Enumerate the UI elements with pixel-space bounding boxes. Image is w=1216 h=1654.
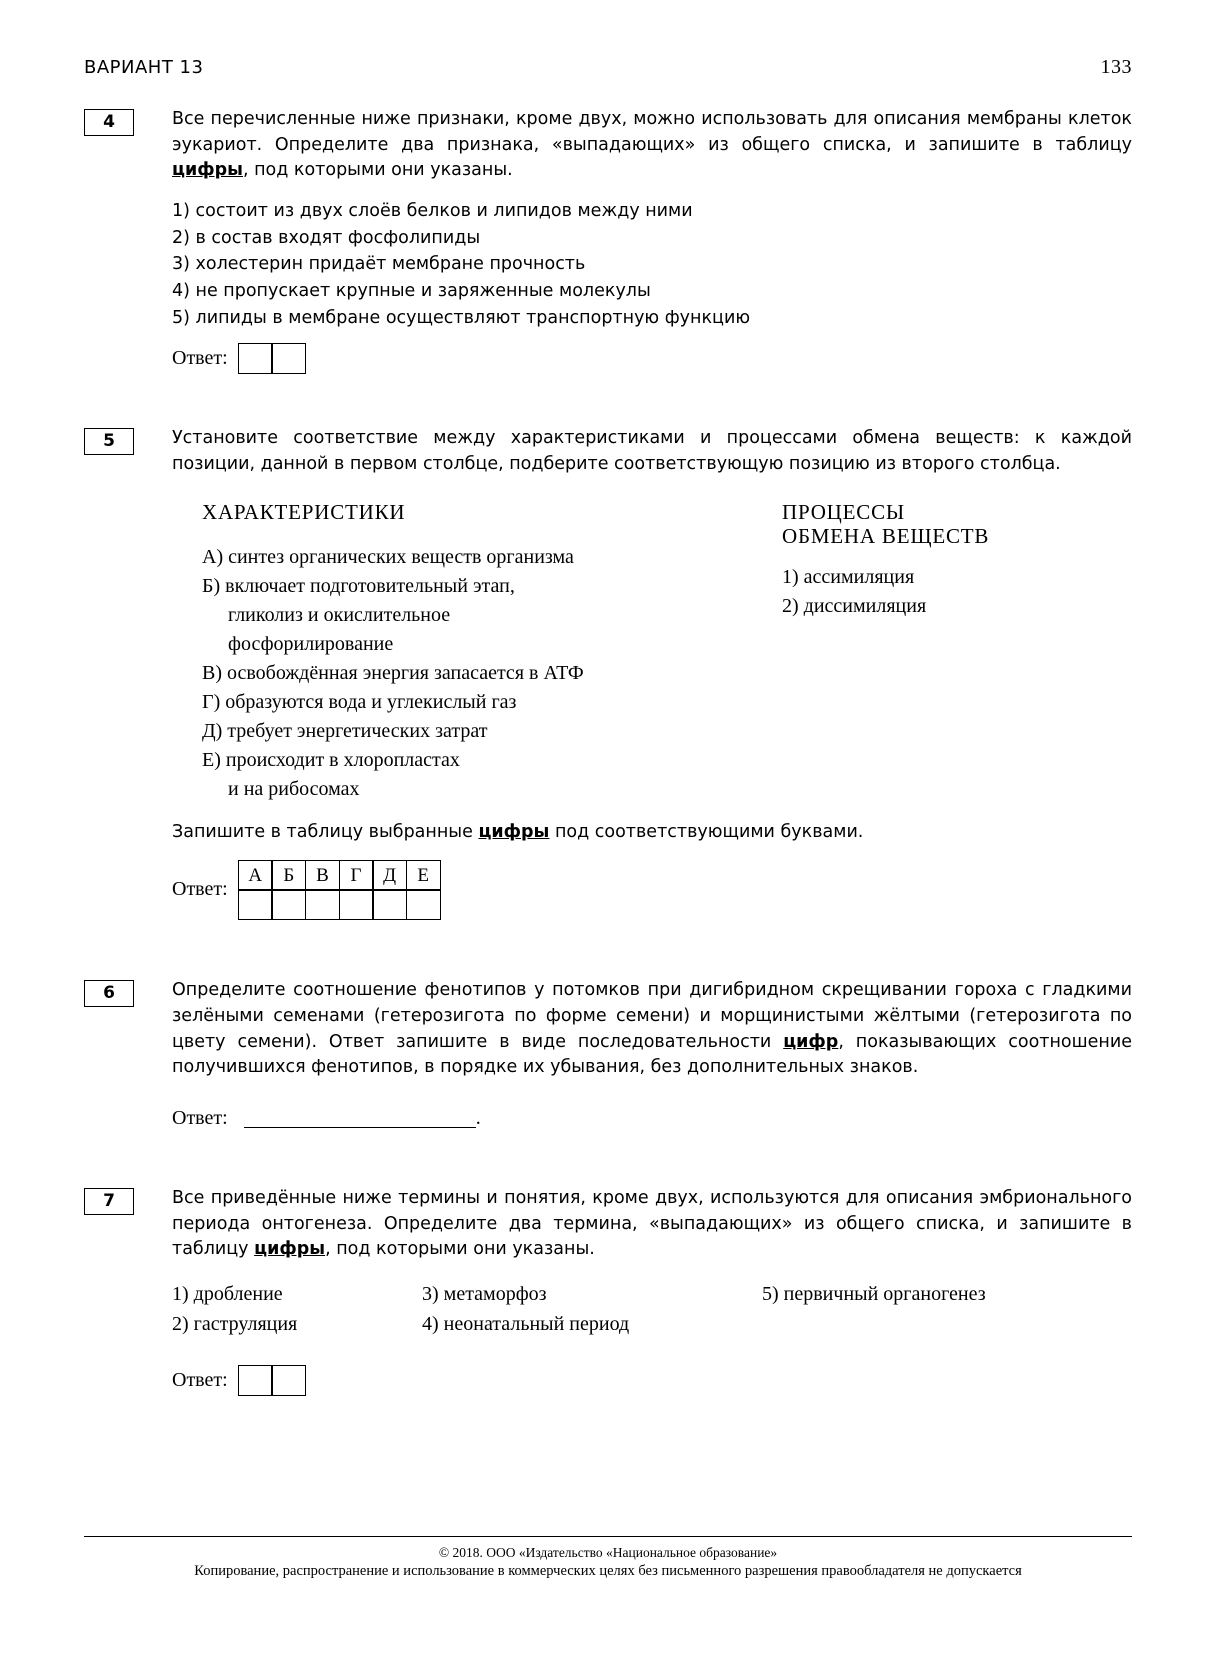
task-body (172, 426, 1132, 920)
answer-cell[interactable] (271, 1365, 306, 1396)
list-item (202, 572, 772, 659)
list-item (202, 543, 772, 572)
list-item: 1) ассимиляция (782, 566, 915, 589)
list-item: 1) состоит из двух слоёв белков и липидов между ними (172, 201, 693, 222)
characteristic-text: А) синтез органических веществ организма (202, 545, 574, 568)
list-item: 5) липиды в мембране осуществляют транспортную функцию (172, 307, 751, 328)
answer-cell[interactable] (406, 889, 441, 920)
task-6-stem-bold: цифр (783, 1031, 839, 1052)
list-item: 1) дробление (172, 1283, 283, 1306)
task-7-options (172, 1279, 1132, 1339)
task-body (172, 1186, 1132, 1396)
processes-title (782, 500, 1132, 550)
task-7-stem-part2: , под которыми они указаны. (325, 1239, 595, 1260)
answer-cell[interactable] (305, 889, 340, 920)
answer-cell[interactable] (238, 343, 273, 374)
list-item: 4) неонатальный период (422, 1313, 630, 1336)
task-6-stem-part2: , показывающих соотношение получившихся фенотипов, в порядке их убывания, без дополнительных знаков. (172, 1031, 1132, 1078)
match-answer-table[interactable] (238, 860, 441, 921)
copyright-line: © 2018. ООО «Издательство «Национальное образование» (438, 1545, 778, 1560)
list-item: 4) не пропускает крупные и заряженные молекулы (172, 280, 651, 301)
task-5-note (172, 822, 1132, 842)
characteristic-text: Б) включает подготовительный этап, (202, 574, 515, 597)
table-header-cell: А (238, 860, 273, 891)
task-4-stem-bold: цифры (172, 160, 243, 181)
task-4 (84, 107, 1132, 374)
task-4-answer-line (172, 343, 1132, 374)
task-5-answer-line (172, 860, 1132, 921)
task-5-stem: Установите соответствие между характеристиками и процессами обмена веществ: к каждой позиции, данной в первом столбце, подберите соответствующую позицию из второго столбца. (172, 428, 1132, 474)
task-5-columns (172, 500, 1132, 804)
list-item (202, 688, 772, 717)
answer-cell[interactable] (238, 1365, 273, 1396)
task-6-answer-line (172, 1107, 1132, 1130)
answer-cell[interactable] (271, 343, 306, 374)
task-4-options (172, 198, 1132, 331)
answer-boxes[interactable] (238, 1365, 307, 1396)
characteristic-text: Г) образуются вода и углекислый газ (202, 690, 517, 713)
page-header (84, 56, 1132, 79)
table-header-cell: Е (406, 860, 441, 891)
list-item: 2) в состав входят фосфолипиды (172, 227, 481, 248)
task-6-stem-part1: Определите соотношение фенотипов у потомков при дигибридном скрещивании гороха с гладкими зелёными семенами (гетерозигота по форме семени) и морщинистыми жёлтыми (гетерозигота по цвету семени). Ответ запишите в виде последовательности (172, 980, 1132, 1052)
task-6 (84, 978, 1132, 1130)
table-header-cell: Б (271, 860, 306, 891)
task-5-note-part1: Запишите в таблицу выбранные (172, 821, 479, 842)
task-4-stem-part1: Все перечисленные ниже признаки, кроме двух, можно использовать для описания мембраны клеток эукариот. Определите два признака, «выпадающих» из общего списка, и запишите в таблицу (172, 109, 1132, 155)
table-header-cell: В (305, 860, 340, 891)
answer-suffix: . (475, 1107, 481, 1130)
list-item: 3) метаморфоз (422, 1283, 547, 1306)
variant-label: ВАРИАНТ 13 (84, 57, 204, 78)
characteristics-title: ХАРАКТЕРИСТИКИ (202, 499, 406, 524)
task-7-stem (172, 1186, 1132, 1263)
task-body (172, 978, 1132, 1130)
task-5-note-bold: цифры (478, 821, 550, 842)
characteristics-column (172, 500, 772, 804)
answer-boxes[interactable] (238, 343, 307, 374)
task-number-badge: 6 (84, 980, 134, 1007)
list-item (202, 717, 772, 746)
task-number-badge: 5 (84, 428, 134, 455)
table-row (238, 891, 441, 921)
answer-label: Ответ: (172, 1369, 228, 1392)
usage-notice: Копирование, распространение и использование в коммерческих целях без письменного разрешения правообладателя не допускается (194, 1563, 1022, 1579)
task-7-answer-line (172, 1365, 1132, 1396)
task-5 (84, 426, 1132, 920)
footer-divider (84, 1536, 1132, 1537)
page-number: 133 (1100, 56, 1132, 78)
characteristic-text-cont: и на рибосомах (228, 777, 360, 800)
table-row (238, 860, 441, 891)
answer-cell[interactable] (271, 889, 306, 920)
answer-cell[interactable] (238, 889, 273, 920)
options-column-3 (762, 1279, 1132, 1339)
list-item (202, 659, 772, 688)
task-body (172, 107, 1132, 374)
list-item: 2) гаструляция (172, 1313, 298, 1336)
list-item: 3) холестерин придаёт мембране прочность (172, 254, 586, 275)
task-7 (84, 1186, 1132, 1396)
list-item: 2) диссимиляция (782, 595, 927, 618)
task-6-stem (172, 978, 1132, 1081)
answer-input[interactable] (244, 1110, 476, 1128)
answer-label: Ответ: (172, 878, 228, 901)
task-7-stem-part1: Все приведённые ниже термины и понятия, кроме двух, используются для описания эмбрионального периода онтогенеза. Определите два термина, «выпадающих» из общего списка, и запишите в таблицу (172, 1188, 1132, 1260)
answer-label: Ответ: (172, 347, 228, 370)
processes-column (772, 500, 1132, 804)
answer-label: Ответ: (172, 1107, 228, 1130)
characteristic-text: Д) требует энергетических затрат (202, 719, 488, 742)
task-number-badge: 7 (84, 1188, 134, 1215)
characteristic-text: Е) происходит в хлоропластах (202, 748, 460, 771)
list-item: 5) первичный органогенез (762, 1283, 986, 1306)
processes-title-line2: ОБМЕНА ВЕЩЕСТВ (782, 524, 990, 549)
page-footer (84, 1536, 1132, 1580)
list-item (202, 746, 772, 804)
characteristic-text-cont: фосфорилирование (228, 632, 394, 655)
task-5-note-part2: под соответствующими буквами. (549, 821, 864, 842)
task-7-stem-bold: цифры (254, 1239, 326, 1260)
task-4-stem-part2: , под которыми они указаны. (242, 160, 513, 181)
processes-title-line1: ПРОЦЕССЫ (782, 499, 905, 524)
characteristic-text-cont: гликолиз и окислительное (228, 603, 451, 626)
options-column-1 (172, 1279, 422, 1339)
answer-cell[interactable] (372, 889, 407, 920)
table-header-cell: Д (372, 860, 407, 891)
table-header-cell: Г (339, 860, 374, 891)
task-number-badge: 4 (84, 109, 134, 136)
answer-cell[interactable] (339, 889, 374, 920)
characteristic-text: В) освобождённая энергия запасается в АТФ (202, 661, 584, 684)
options-column-2 (422, 1279, 762, 1339)
task-4-stem (172, 107, 1132, 184)
